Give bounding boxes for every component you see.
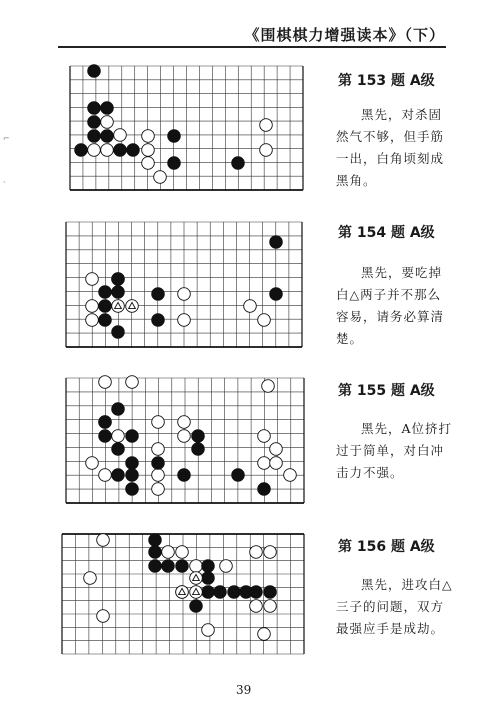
black-stone	[152, 288, 165, 301]
margin-mark: ·	[3, 178, 6, 187]
black-stone	[258, 483, 271, 496]
problem-153-title: 第 153 题 A级	[338, 73, 435, 89]
black-stone	[101, 130, 114, 143]
black-stone	[178, 469, 191, 482]
black-stone	[88, 130, 101, 143]
white-stone	[250, 600, 263, 613]
white-stone	[176, 546, 189, 559]
black-stone	[149, 534, 162, 547]
black-stone	[264, 586, 277, 599]
black-stone	[99, 314, 112, 327]
book-title: 《围棋棋力增强读本》（下）	[244, 26, 445, 44]
problem-154-text: 黑先，要吃掉白△两子并不那么容易，请务必算清楚。	[336, 265, 445, 346]
black-stone	[168, 157, 181, 170]
black-stone	[112, 326, 125, 339]
black-stone	[99, 430, 112, 443]
black-stone	[112, 403, 125, 416]
white-stone	[284, 469, 297, 482]
white-stone	[178, 430, 191, 443]
black-stone	[88, 65, 101, 78]
black-stone	[152, 314, 165, 327]
go-board-156	[62, 534, 304, 654]
white-stone	[86, 314, 99, 327]
white-stone	[101, 116, 114, 129]
black-stone	[112, 469, 125, 482]
black-stone	[75, 144, 88, 157]
black-stone	[112, 286, 125, 299]
white-stone	[142, 130, 155, 143]
white-stone	[112, 430, 125, 443]
white-stone	[86, 273, 99, 286]
white-stone	[260, 144, 273, 157]
black-stone	[232, 157, 245, 170]
white-stone	[99, 469, 112, 482]
white-stone	[152, 416, 165, 429]
black-stone	[168, 130, 181, 143]
white-stone	[126, 376, 139, 389]
black-stone	[190, 600, 203, 613]
white-stone	[97, 610, 110, 623]
black-stone	[149, 546, 162, 559]
problem-155-title: 第 155 题 A级	[338, 383, 435, 399]
white-stone	[152, 443, 165, 456]
black-stone	[99, 416, 112, 429]
problem-153-text: 黑先，对杀固然气不够，但手筋一出，白角顷刻成黑角。	[336, 107, 445, 188]
black-stone	[232, 469, 245, 482]
black-stone	[270, 236, 283, 249]
black-stone	[99, 300, 112, 313]
black-stone	[126, 469, 139, 482]
black-stone	[88, 116, 101, 129]
black-stone	[270, 288, 283, 301]
white-stone	[202, 624, 215, 637]
black-stone	[112, 273, 125, 286]
black-stone	[112, 443, 125, 456]
black-stone	[228, 586, 241, 599]
problem-156-title: 第 156 题 A级	[338, 539, 435, 555]
white-stone	[258, 430, 271, 443]
black-stone	[88, 102, 101, 115]
black-stone	[192, 443, 205, 456]
white-stone	[88, 144, 101, 157]
black-stone	[162, 560, 175, 573]
white-stone	[152, 483, 165, 496]
black-stone	[126, 430, 139, 443]
white-stone	[270, 457, 283, 470]
white-stone	[258, 314, 271, 327]
black-stone	[250, 586, 263, 599]
black-stone	[202, 560, 215, 573]
black-stone	[192, 430, 205, 443]
problem-154-title: 第 154 题 A级	[338, 225, 435, 241]
white-stone	[99, 376, 112, 389]
page-number: 39	[236, 683, 252, 697]
white-stone	[244, 300, 257, 313]
go-board-154	[66, 222, 302, 347]
white-stone	[154, 171, 167, 184]
white-stone	[97, 534, 110, 547]
white-stone	[258, 457, 271, 470]
black-stone	[214, 586, 227, 599]
white-stone	[84, 572, 97, 585]
white-stone	[260, 119, 273, 132]
black-stone	[126, 483, 139, 496]
problem-156-text: 黑先，进攻白△三子的问题，双方最强应手是成劫。	[336, 577, 453, 636]
black-stone	[152, 457, 165, 470]
black-stone	[127, 144, 140, 157]
white-stone	[178, 416, 191, 429]
white-stone	[142, 144, 155, 157]
black-stone	[126, 457, 139, 470]
white-stone	[114, 129, 127, 142]
go-board-155	[66, 376, 304, 503]
white-stone	[262, 380, 275, 393]
margin-mark: ⌐	[3, 134, 10, 143]
problem-155-text: 黑先，A位挤打过于简单，对白冲击力不强。	[336, 421, 453, 480]
white-stone	[264, 600, 277, 613]
go-board-153	[70, 65, 303, 190]
black-stone	[149, 560, 162, 573]
white-stone	[152, 469, 165, 482]
white-stone	[264, 546, 277, 559]
white-stone	[178, 314, 191, 327]
white-stone	[220, 560, 233, 573]
black-stone	[202, 572, 215, 585]
white-stone	[178, 288, 191, 301]
white-stone	[190, 560, 203, 573]
white-stone	[86, 300, 99, 313]
black-stone	[101, 102, 114, 115]
white-stone	[270, 443, 283, 456]
white-stone	[101, 144, 114, 157]
white-stone	[142, 157, 155, 170]
black-stone	[202, 586, 215, 599]
white-stone	[250, 546, 263, 559]
black-stone	[176, 560, 189, 573]
white-stone	[162, 546, 175, 559]
white-stone	[86, 457, 99, 470]
black-stone	[99, 286, 112, 299]
white-stone	[258, 628, 271, 641]
black-stone	[114, 144, 127, 157]
